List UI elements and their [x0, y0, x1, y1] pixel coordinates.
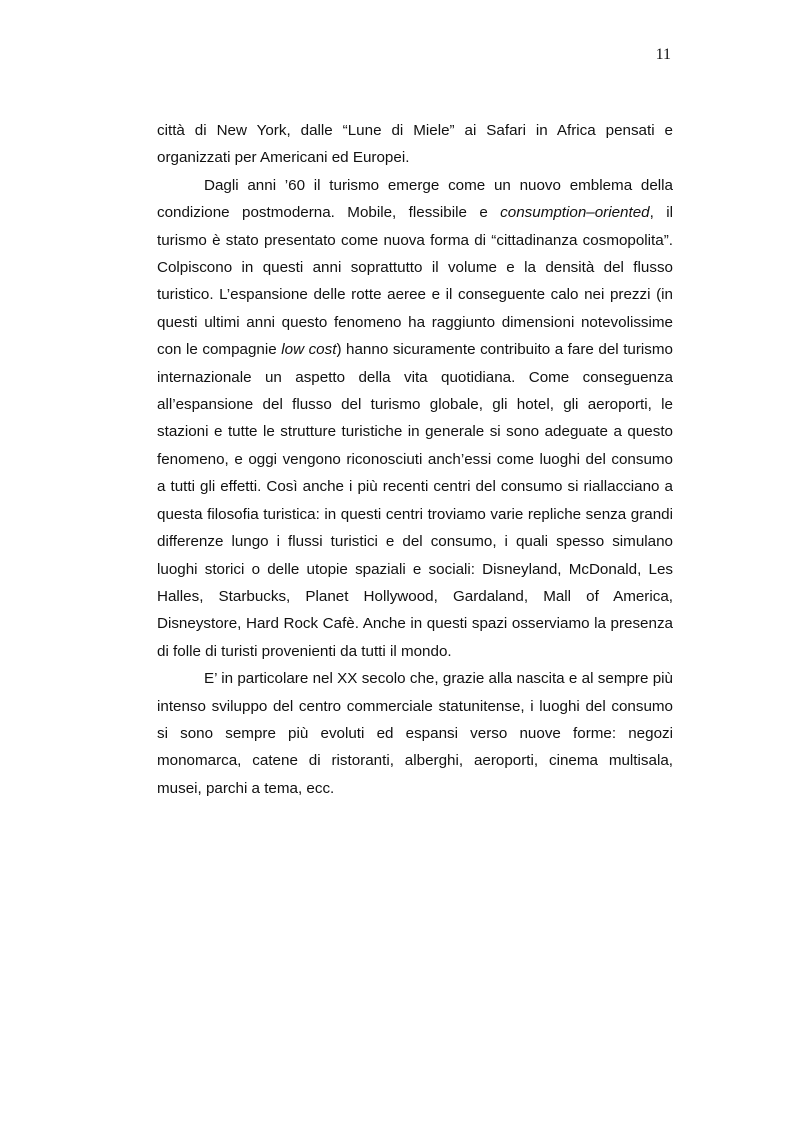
italic-term: low cost [281, 341, 337, 359]
paragraph [157, 665, 673, 802]
paragraph [157, 117, 673, 172]
page-number: 11 [655, 46, 671, 63]
italic-term: consumption–oriented [500, 204, 650, 222]
paragraph [157, 172, 673, 665]
paragraph-text: E’ in particolare nel XX secolo che, grazie alla nascita e al sempre più intenso sviluppo del centro commerciale statunitense, i luoghi del consumo si sono sempre più evoluti ed espansi verso nuove forme: negozi monomarca, catene di ristoranti, alberghi, aeroporti, cinema multisala, musei, parchi a tema, ecc. [157, 670, 673, 797]
paragraph-text: ) hanno sicuramente contribuito a fare del turismo internazionale un aspetto della vita quotidiana. Come conseguenza all’espansione del flusso del turismo globale, gli hotel, gli aeroporti, le stazioni e tutte le strutture turistiche in generale si sono adeguate a questo fenomeno, e oggi vengono riconosciuti anch’essi come luoghi del consumo a tutti gli effetti. Così anche i più recenti centri del consumo si riallacciano a questa filosofia turistica: in questi centri troviamo varie repliche senza grandi differenze lungo i flussi turistici e del consumo, i quali spesso simulano luoghi storici o delle utopie spaziali e sociali: Disneyland, McDonald, Les Halles, Starbucks, Planet Hollywood, Gardaland, Mall of America, Disneystore, Hard Rock Cafè. Anche in questi spazi osserviamo la presenza di folle di turisti provenienti da tutti il mondo. [157, 341, 674, 660]
paragraph-text: Dagli anni ’60 il turismo emerge come un nuovo emblema della condizione postmoderna. Mobile, flessibile e [157, 176, 673, 222]
paragraph-text: città di New York, dalle “Lune di Miele” ai Safari in Africa pensati e organizzati per Americani ed Europei. [157, 122, 673, 167]
body-text [157, 117, 673, 802]
paragraph-text: , il turismo è stato presentato come nuova forma di “cittadinanza cosmopolita”. Colpiscono in questi anni soprattutto il volume e la densità del flusso turistico. L’espansione delle rotte aeree e il conseguente calo nei prezzi (in questi ultimi anni questo fenomeno ha raggiunto dimensioni notevolissime con le compagnie [157, 204, 673, 359]
